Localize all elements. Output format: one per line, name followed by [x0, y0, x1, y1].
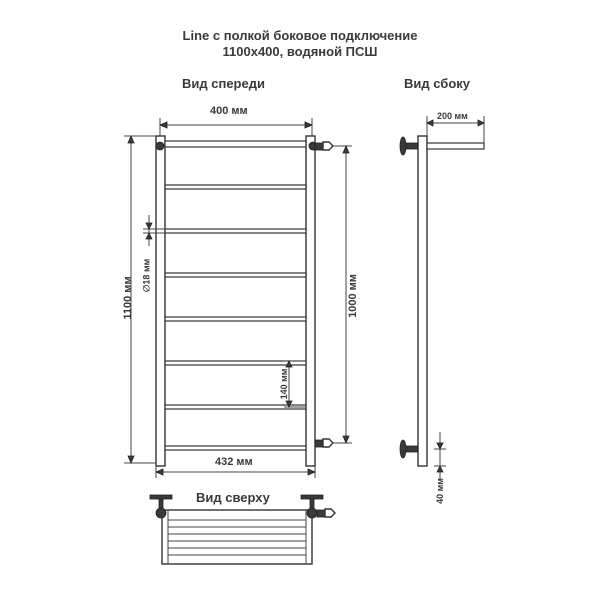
rung [165, 229, 306, 233]
shelf [427, 143, 484, 149]
bottom-wall-bracket [400, 440, 406, 458]
top-shelf-outline [162, 510, 312, 564]
drawing-title-line1: Line с полкой боковое подключение [182, 28, 418, 43]
top-left-fitting [156, 142, 164, 150]
rung-spacing-label: 140 мм [279, 368, 289, 400]
side-view [400, 116, 484, 480]
top-view-label: Вид сверху [196, 490, 270, 505]
rung [165, 446, 306, 450]
top-wall-bracket [400, 137, 406, 155]
height-connection-label: 1000 мм [347, 274, 359, 318]
height-total-label: 1100 мм [122, 276, 134, 320]
top-left-bracket [156, 508, 166, 518]
front-view-label: Вид спереди [182, 76, 265, 91]
top-view [150, 495, 335, 564]
top-rung [165, 141, 306, 147]
top-view-connection-nipple [325, 509, 335, 517]
side-offset-label: 40 мм [435, 478, 445, 504]
left-vertical-tube [156, 136, 165, 466]
width-top-label: 400 мм [210, 105, 248, 117]
top-right-bracket [307, 508, 317, 518]
side-depth-label: 200 мм [437, 111, 468, 121]
right-vertical-tube [306, 136, 315, 466]
top-connection-nipple [315, 143, 323, 150]
rung [165, 317, 306, 321]
side-vertical-tube [418, 136, 427, 466]
front-view [124, 118, 352, 478]
rung [165, 273, 306, 277]
rung [165, 185, 306, 189]
side-view-label: Вид сбоку [404, 76, 471, 91]
width-bottom-label: 432 мм [215, 456, 253, 468]
bottom-connection-nipple [315, 440, 323, 447]
pipe-diameter-label: ∅18 мм [141, 258, 152, 293]
drawing-title-line2: 1100х400, водяной ПСШ [222, 44, 378, 59]
